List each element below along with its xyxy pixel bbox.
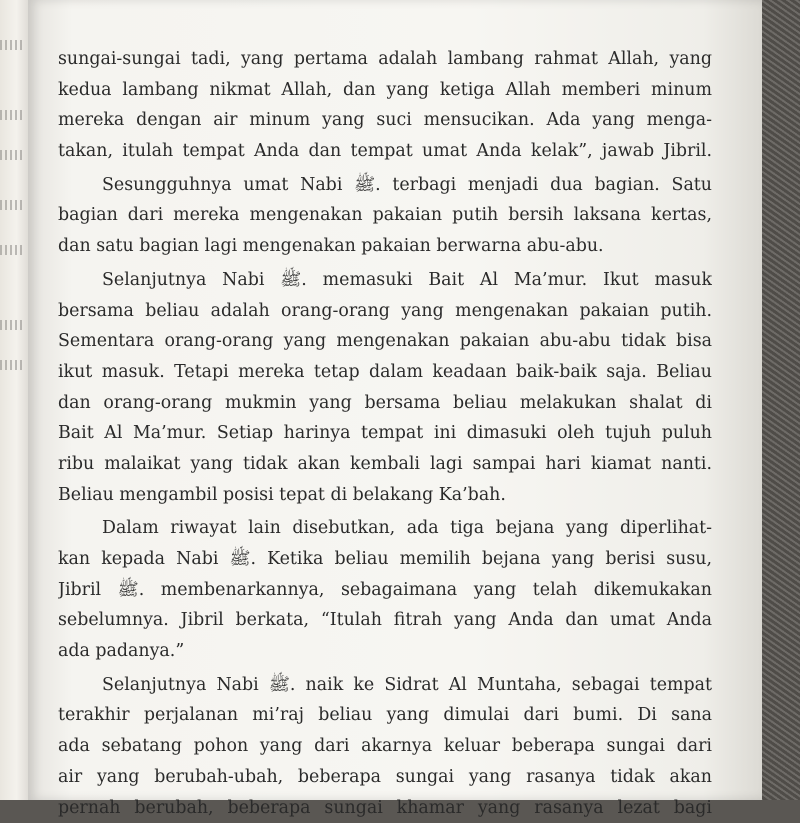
paragraph-2 bbox=[58, 170, 712, 262]
text-line: bersama beliau adalah orang-orang yang mengenakan pakaian putih. bbox=[58, 296, 712, 327]
text-line: pernah berubah, beberapa sungai khamar yang rasanya lezat bagi bbox=[58, 793, 712, 823]
text-line: Jibril ﷺ. membenarkannya, sebagaimana yang telah dikemukakan bbox=[58, 575, 712, 606]
text-line: terakhir perjalanan mi’raj beliau yang dimulai dari bumi. Di sana bbox=[58, 700, 712, 731]
text-line: air yang berubah-ubah, beberapa sungai yang rasanya tidak akan bbox=[58, 762, 712, 793]
text-line: bagian dari mereka mengenakan pakaian putih bersih laksana kertas, bbox=[58, 200, 712, 231]
bleed-through-text bbox=[0, 320, 24, 330]
paragraph-1 bbox=[58, 44, 712, 167]
paragraph-3 bbox=[58, 265, 712, 511]
text-line: takan, itulah tempat Anda dan tempat umat Anda kelak”, jawab Jibril. bbox=[58, 136, 712, 167]
text-line: sungai-sungai tadi, yang pertama adalah lambang rahmat Allah, yang bbox=[58, 44, 712, 75]
text-line: kedua lambang nikmat Allah, dan yang ketiga Allah memberi minum bbox=[58, 75, 712, 106]
table-surface bbox=[760, 0, 800, 800]
text-line: ribu malaikat yang tidak akan kembali lagi sampai hari kiamat nanti. bbox=[58, 449, 712, 480]
page-body bbox=[58, 44, 712, 823]
bleed-through-text bbox=[0, 110, 24, 120]
text-line: Selanjutnya Nabi ﷺ. naik ke Sidrat Al Muntaha, sebagai tempat bbox=[58, 670, 712, 701]
bleed-through-text bbox=[0, 200, 24, 210]
bleed-through-text bbox=[0, 150, 24, 160]
paragraph-4 bbox=[58, 513, 712, 666]
text-line: Beliau mengambil posisi tepat di belakang Ka’bah. bbox=[58, 480, 712, 511]
text-line: ada sebatang pohon yang dari akarnya keluar beberapa sungai dari bbox=[58, 731, 712, 762]
book-page bbox=[28, 0, 762, 800]
text-line: Bait Al Ma’mur. Setiap harinya tempat ini dimasuki oleh tujuh puluh bbox=[58, 418, 712, 449]
text-line: ada padanya.” bbox=[58, 636, 712, 667]
bleed-through-text bbox=[0, 40, 24, 50]
text-line: mereka dengan air minum yang suci mensucikan. Ada yang menga- bbox=[58, 105, 712, 136]
text-line: sebelumnya. Jibril berkata, “Itulah fitrah yang Anda dan umat Anda bbox=[58, 605, 712, 636]
text-line: Selanjutnya Nabi ﷺ. memasuki Bait Al Ma’mur. Ikut masuk bbox=[58, 265, 712, 296]
paragraph-5 bbox=[58, 670, 712, 823]
text-line: Sementara orang-orang yang mengenakan pakaian abu-abu tidak bisa bbox=[58, 326, 712, 357]
previous-page-edge bbox=[0, 0, 30, 800]
text-line: Dalam riwayat lain disebutkan, ada tiga bejana yang diperlihat- bbox=[58, 513, 712, 544]
text-line: ikut masuk. Tetapi mereka tetap dalam keadaan baik-baik saja. Beliau bbox=[58, 357, 712, 388]
bleed-through-text bbox=[0, 360, 24, 370]
text-line: dan orang-orang mukmin yang bersama beliau melakukan shalat di bbox=[58, 388, 712, 419]
text-line: dan satu bagian lagi mengenakan pakaian berwarna abu-abu. bbox=[58, 231, 712, 262]
text-line: Sesungguhnya umat Nabi ﷺ. terbagi menjadi dua bagian. Satu bbox=[58, 170, 712, 201]
bleed-through-text bbox=[0, 245, 24, 255]
text-line: kan kepada Nabi ﷺ. Ketika beliau memilih bejana yang berisi susu, bbox=[58, 544, 712, 575]
